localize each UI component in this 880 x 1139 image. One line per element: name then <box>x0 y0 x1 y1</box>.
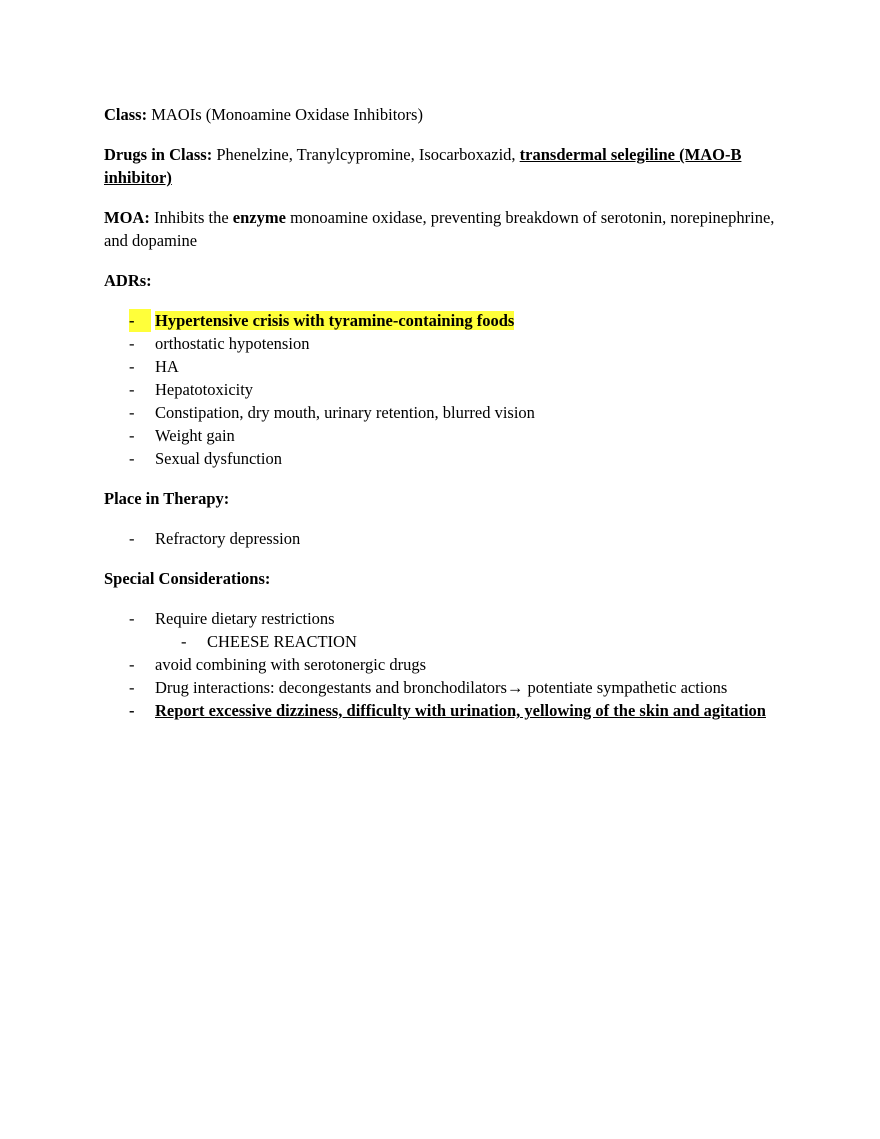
document-page <box>104 103 784 739</box>
special-considerations-list <box>104 607 784 722</box>
dash-marker: - <box>129 529 135 548</box>
drugs-value: Phenelzine, Tranylcypromine, Isocarboxazid, <box>216 145 516 164</box>
drugs-emphasis: transdermal selegiline (MAO-B inhibitor) <box>104 145 742 187</box>
drugs-label: Drugs in Class: <box>104 145 213 164</box>
adrs-heading: ADRs: <box>104 271 152 290</box>
list-item-text: Require dietary restrictions <box>155 609 335 628</box>
list-item <box>104 424 784 447</box>
dash-marker: - <box>129 609 135 628</box>
list-item <box>104 378 784 401</box>
list-item-text: Drug interactions: decongestants and bronchodilators→ potentiate sympathetic actions <box>155 678 728 697</box>
list-item-text: Refractory depression <box>155 529 301 548</box>
dash-marker: - <box>129 449 135 468</box>
list-item <box>104 401 784 424</box>
class-line <box>104 103 784 126</box>
list-item-text: CHEESE REACTION <box>207 632 357 651</box>
list-item-text: Hepatotoxicity <box>155 380 254 399</box>
dash-marker: - <box>129 380 135 399</box>
dash-marker: - <box>129 426 135 445</box>
list-item-text: orthostatic hypotension <box>155 334 310 353</box>
dash-marker: - <box>129 403 135 422</box>
moa-bold-word: enzyme <box>232 208 286 227</box>
list-item <box>104 332 784 355</box>
moa-pre: Inhibits the <box>153 208 229 227</box>
dash-marker: - <box>129 678 135 697</box>
special-considerations-heading: Special Considerations: <box>104 569 271 588</box>
dash-marker: - <box>129 655 135 674</box>
place-in-therapy-heading: Place in Therapy: <box>104 489 230 508</box>
list-item-highlighted <box>104 309 784 332</box>
dash-marker: - <box>129 309 151 332</box>
list-item-text: Weight gain <box>155 426 235 445</box>
list-item-text: Sexual dysfunction <box>155 449 282 468</box>
dash-marker: - <box>181 632 187 651</box>
dash-marker: - <box>129 357 135 376</box>
list-item <box>104 607 784 630</box>
list-item-text: avoid combining with serotonergic drugs <box>155 655 426 674</box>
list-item-bold <box>104 699 784 722</box>
list-item <box>104 447 784 470</box>
sub-list-item <box>104 630 784 653</box>
dash-marker: - <box>129 334 135 353</box>
moa-post: monoamine oxidase, preventing breakdown of serotonin, norepinephrine, and dopamine <box>104 208 775 250</box>
adrs-list <box>104 309 784 470</box>
list-item <box>104 355 784 378</box>
drugs-line <box>104 143 784 189</box>
place-in-therapy-list <box>104 527 784 550</box>
list-item <box>104 527 784 550</box>
class-value: MAOIs (Monoamine Oxidase Inhibitors) <box>151 105 423 124</box>
dash-marker: - <box>129 701 135 720</box>
moa-label: MOA: <box>104 208 150 227</box>
list-item-text: Hypertensive crisis with tyramine-containing foods <box>155 311 515 330</box>
list-item-text: HA <box>155 357 179 376</box>
list-item-text: Report excessive dizziness, difficulty with urination, yellowing of the skin and agitation <box>155 701 766 720</box>
list-item <box>104 653 784 676</box>
class-label: Class: <box>104 105 148 124</box>
list-item <box>104 676 784 699</box>
list-item-text: Constipation, dry mouth, urinary retention, blurred vision <box>155 403 535 422</box>
moa-line <box>104 206 784 252</box>
